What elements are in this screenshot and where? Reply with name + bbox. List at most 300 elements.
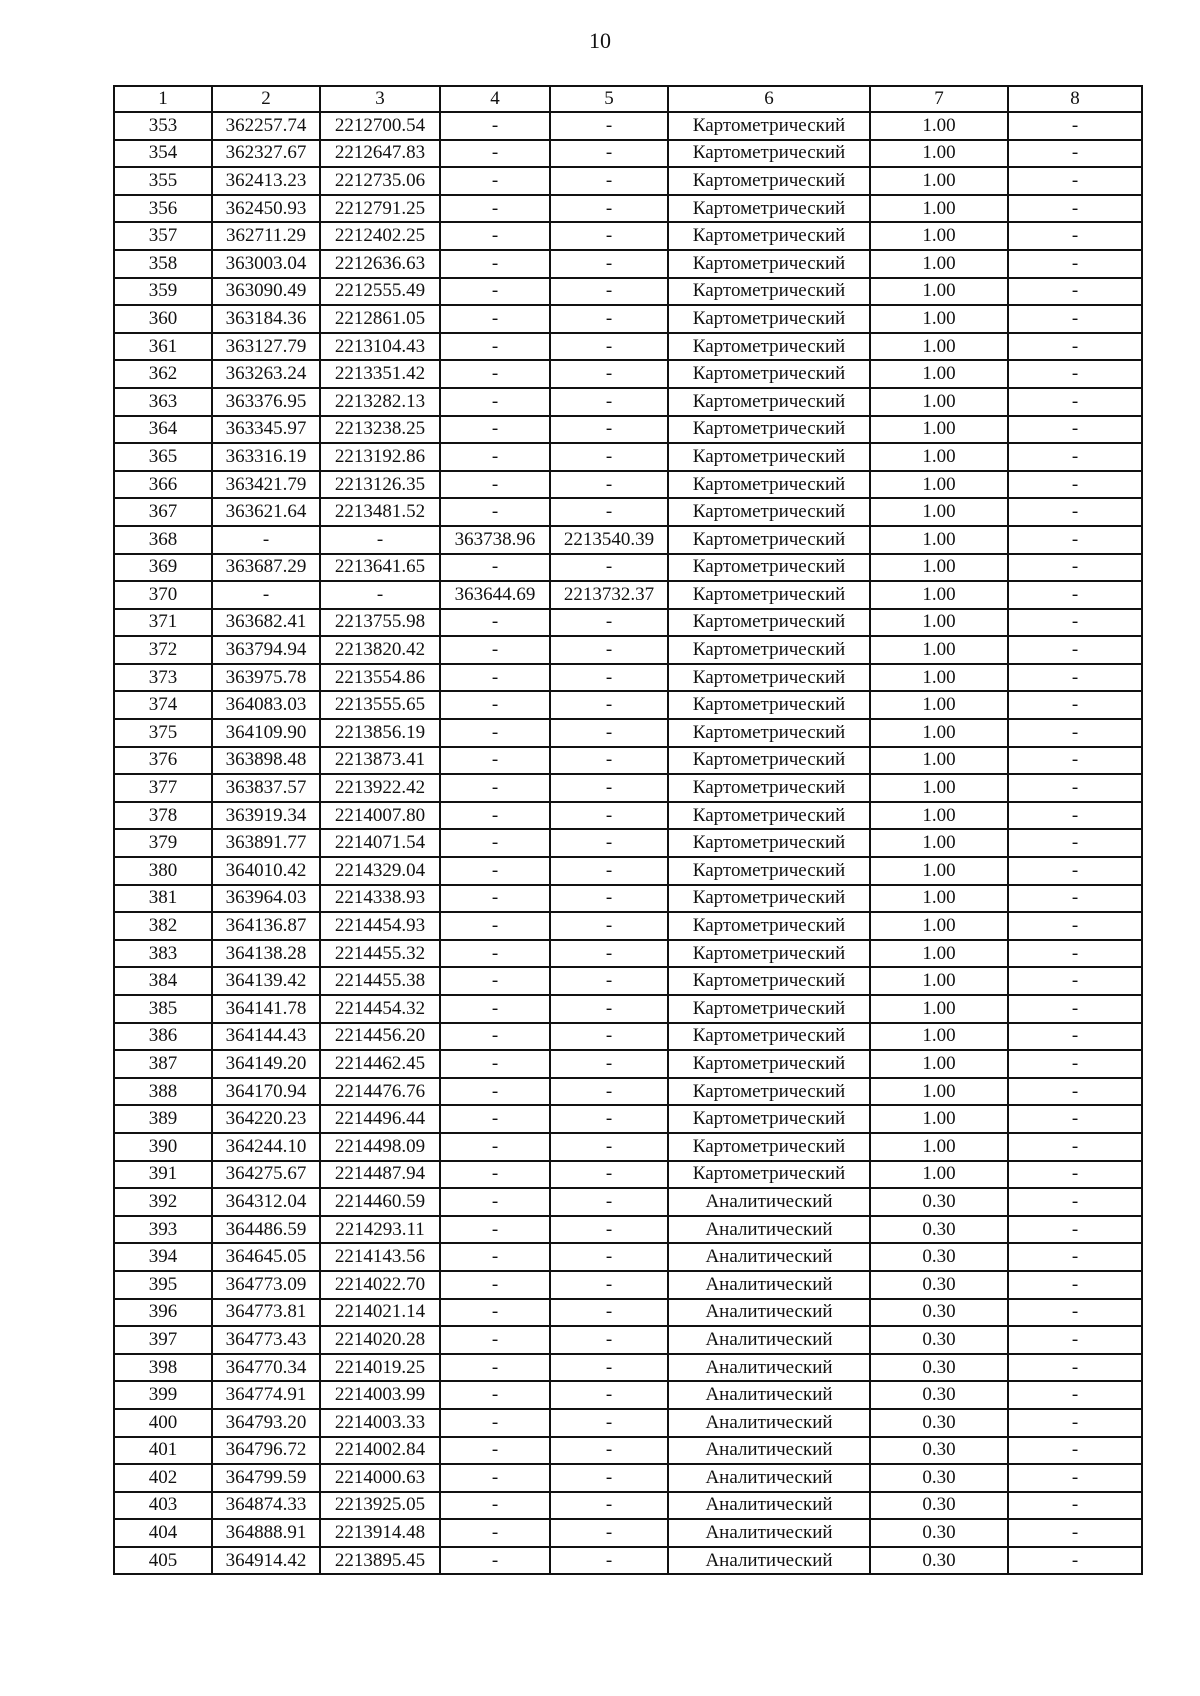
method-cell: Картометрический (668, 305, 870, 333)
table-row (114, 112, 1142, 140)
x-coordinate-alt-cell: - (440, 1050, 550, 1078)
y-coordinate-alt-cell: - (550, 609, 668, 637)
y-coordinate-cell: 2214020.28 (320, 1326, 440, 1354)
accuracy-cell: 1.00 (870, 774, 1008, 802)
table-row (114, 581, 1142, 609)
method-cell: Картометрический (668, 747, 870, 775)
y-coordinate-cell: 2213126.35 (320, 471, 440, 499)
point-number-cell: 399 (114, 1381, 212, 1409)
method-cell: Аналитический (668, 1381, 870, 1409)
note-cell: - (1008, 912, 1142, 940)
y-coordinate-alt-cell: - (550, 1492, 668, 1520)
table-row (114, 1078, 1142, 1106)
y-coordinate-alt-cell: - (550, 802, 668, 830)
note-cell: - (1008, 1271, 1142, 1299)
y-coordinate-alt-cell: - (550, 1078, 668, 1106)
table-row (114, 857, 1142, 885)
y-coordinate-cell: 2213856.19 (320, 719, 440, 747)
point-number-cell: 379 (114, 829, 212, 857)
x-coordinate-alt-cell: - (440, 885, 550, 913)
x-coordinate-cell: 364138.28 (212, 940, 320, 968)
table-row (114, 360, 1142, 388)
x-coordinate-alt-cell: - (440, 167, 550, 195)
x-coordinate-alt-cell: - (440, 554, 550, 582)
table-row (114, 471, 1142, 499)
point-number-cell: 373 (114, 664, 212, 692)
y-coordinate-alt-cell: - (550, 636, 668, 664)
x-coordinate-cell: 364799.59 (212, 1464, 320, 1492)
x-coordinate-alt-cell: - (440, 416, 550, 444)
table-row (114, 305, 1142, 333)
y-coordinate-alt-cell: - (550, 554, 668, 582)
accuracy-cell: 1.00 (870, 885, 1008, 913)
point-number-cell: 369 (114, 554, 212, 582)
y-coordinate-cell: 2213922.42 (320, 774, 440, 802)
table-row (114, 278, 1142, 306)
x-coordinate-cell: 362450.93 (212, 195, 320, 223)
point-number-cell: 378 (114, 802, 212, 830)
note-cell: - (1008, 250, 1142, 278)
y-coordinate-cell: 2213755.98 (320, 609, 440, 637)
note-cell: - (1008, 1133, 1142, 1161)
y-coordinate-cell: 2213351.42 (320, 360, 440, 388)
table-header-row (114, 86, 1142, 112)
x-coordinate-cell: 364141.78 (212, 995, 320, 1023)
method-cell: Картометрический (668, 471, 870, 499)
method-cell: Картометрический (668, 636, 870, 664)
y-coordinate-alt-cell: - (550, 471, 668, 499)
accuracy-cell: 0.30 (870, 1409, 1008, 1437)
method-cell: Картометрический (668, 140, 870, 168)
accuracy-cell: 1.00 (870, 416, 1008, 444)
y-coordinate-cell: 2212402.25 (320, 222, 440, 250)
method-cell: Картометрический (668, 222, 870, 250)
note-cell: - (1008, 305, 1142, 333)
x-coordinate-alt-cell: - (440, 636, 550, 664)
point-number-cell: 400 (114, 1409, 212, 1437)
x-coordinate-cell: 363127.79 (212, 333, 320, 361)
point-number-cell: 372 (114, 636, 212, 664)
x-coordinate-cell: 363898.48 (212, 747, 320, 775)
x-coordinate-alt-cell: - (440, 1464, 550, 1492)
point-number-cell: 380 (114, 857, 212, 885)
accuracy-cell: 1.00 (870, 609, 1008, 637)
accuracy-cell: 1.00 (870, 1133, 1008, 1161)
y-coordinate-alt-cell: - (550, 167, 668, 195)
accuracy-cell: 0.30 (870, 1519, 1008, 1547)
y-coordinate-cell: 2214454.93 (320, 912, 440, 940)
x-coordinate-cell: 362711.29 (212, 222, 320, 250)
y-coordinate-cell: 2213555.65 (320, 691, 440, 719)
point-number-cell: 381 (114, 885, 212, 913)
table-row (114, 498, 1142, 526)
method-cell: Аналитический (668, 1492, 870, 1520)
y-coordinate-cell: 2214071.54 (320, 829, 440, 857)
accuracy-cell: 1.00 (870, 278, 1008, 306)
method-cell: Аналитический (668, 1464, 870, 1492)
accuracy-cell: 1.00 (870, 388, 1008, 416)
y-coordinate-cell: 2212700.54 (320, 112, 440, 140)
x-coordinate-cell: 364796.72 (212, 1437, 320, 1465)
note-cell: - (1008, 416, 1142, 444)
table-row (114, 1547, 1142, 1575)
y-coordinate-cell: 2214456.20 (320, 1023, 440, 1051)
y-coordinate-alt-cell: - (550, 388, 668, 416)
y-coordinate-cell: 2214496.44 (320, 1105, 440, 1133)
y-coordinate-alt-cell: - (550, 333, 668, 361)
table-row (114, 1326, 1142, 1354)
y-coordinate-cell: 2213641.65 (320, 554, 440, 582)
method-cell: Картометрический (668, 1133, 870, 1161)
method-cell: Картометрический (668, 940, 870, 968)
y-coordinate-alt-cell: - (550, 912, 668, 940)
point-number-cell: 403 (114, 1492, 212, 1520)
method-cell: Картометрический (668, 167, 870, 195)
accuracy-cell: 0.30 (870, 1271, 1008, 1299)
x-coordinate-alt-cell: - (440, 940, 550, 968)
column-header-7: 7 (870, 86, 1008, 112)
x-coordinate-cell: 363316.19 (212, 443, 320, 471)
x-coordinate-cell: 364770.34 (212, 1354, 320, 1382)
method-cell: Картометрический (668, 443, 870, 471)
x-coordinate-alt-cell: - (440, 1078, 550, 1106)
note-cell: - (1008, 774, 1142, 802)
x-coordinate-alt-cell: - (440, 1161, 550, 1189)
y-coordinate-cell: - (320, 526, 440, 554)
y-coordinate-alt-cell: - (550, 774, 668, 802)
x-coordinate-cell: 364773.81 (212, 1299, 320, 1327)
x-coordinate-alt-cell: - (440, 278, 550, 306)
point-number-cell: 398 (114, 1354, 212, 1382)
accuracy-cell: 1.00 (870, 195, 1008, 223)
note-cell: - (1008, 1243, 1142, 1271)
point-number-cell: 366 (114, 471, 212, 499)
accuracy-cell: 1.00 (870, 1023, 1008, 1051)
method-cell: Картометрический (668, 912, 870, 940)
accuracy-cell: 1.00 (870, 1078, 1008, 1106)
y-coordinate-alt-cell: - (550, 360, 668, 388)
note-cell: - (1008, 857, 1142, 885)
x-coordinate-cell: 363376.95 (212, 388, 320, 416)
note-cell: - (1008, 471, 1142, 499)
y-coordinate-cell: 2213238.25 (320, 416, 440, 444)
y-coordinate-alt-cell: - (550, 967, 668, 995)
note-cell: - (1008, 1326, 1142, 1354)
point-number-cell: 375 (114, 719, 212, 747)
table-row (114, 747, 1142, 775)
table-row (114, 388, 1142, 416)
x-coordinate-alt-cell: - (440, 1133, 550, 1161)
table-row (114, 1023, 1142, 1051)
method-cell: Картометрический (668, 526, 870, 554)
x-coordinate-alt-cell: - (440, 609, 550, 637)
table-row (114, 1381, 1142, 1409)
x-coordinate-cell: 364149.20 (212, 1050, 320, 1078)
table-row (114, 443, 1142, 471)
x-coordinate-alt-cell: 363738.96 (440, 526, 550, 554)
method-cell: Картометрический (668, 498, 870, 526)
method-cell: Картометрический (668, 554, 870, 582)
point-number-cell: 389 (114, 1105, 212, 1133)
point-number-cell: 376 (114, 747, 212, 775)
note-cell: - (1008, 388, 1142, 416)
x-coordinate-cell: - (212, 526, 320, 554)
y-coordinate-cell: 2212861.05 (320, 305, 440, 333)
note-cell: - (1008, 1492, 1142, 1520)
y-coordinate-alt-cell: - (550, 829, 668, 857)
y-coordinate-cell: 2213820.42 (320, 636, 440, 664)
y-coordinate-cell: 2214022.70 (320, 1271, 440, 1299)
method-cell: Картометрический (668, 1050, 870, 1078)
accuracy-cell: 1.00 (870, 857, 1008, 885)
table-row (114, 554, 1142, 582)
y-coordinate-cell: 2214455.38 (320, 967, 440, 995)
y-coordinate-cell: 2213282.13 (320, 388, 440, 416)
accuracy-cell: 1.00 (870, 498, 1008, 526)
point-number-cell: 394 (114, 1243, 212, 1271)
method-cell: Картометрический (668, 802, 870, 830)
method-cell: Картометрический (668, 333, 870, 361)
y-coordinate-cell: 2213481.52 (320, 498, 440, 526)
method-cell: Картометрический (668, 857, 870, 885)
point-number-cell: 404 (114, 1519, 212, 1547)
x-coordinate-alt-cell: - (440, 1409, 550, 1437)
x-coordinate-alt-cell: - (440, 333, 550, 361)
point-number-cell: 358 (114, 250, 212, 278)
x-coordinate-alt-cell: - (440, 967, 550, 995)
accuracy-cell: 0.30 (870, 1492, 1008, 1520)
x-coordinate-cell: 364275.67 (212, 1161, 320, 1189)
method-cell: Аналитический (668, 1326, 870, 1354)
y-coordinate-alt-cell: - (550, 1023, 668, 1051)
note-cell: - (1008, 1078, 1142, 1106)
x-coordinate-cell: 364773.43 (212, 1326, 320, 1354)
method-cell: Аналитический (668, 1299, 870, 1327)
x-coordinate-alt-cell: - (440, 498, 550, 526)
table-row (114, 719, 1142, 747)
accuracy-cell: 1.00 (870, 995, 1008, 1023)
y-coordinate-alt-cell: - (550, 1133, 668, 1161)
y-coordinate-cell: 2214002.84 (320, 1437, 440, 1465)
x-coordinate-cell: 364136.87 (212, 912, 320, 940)
point-number-cell: 402 (114, 1464, 212, 1492)
y-coordinate-cell: 2214293.11 (320, 1216, 440, 1244)
point-number-cell: 368 (114, 526, 212, 554)
x-coordinate-alt-cell: - (440, 1354, 550, 1382)
y-coordinate-alt-cell: - (550, 1464, 668, 1492)
point-number-cell: 401 (114, 1437, 212, 1465)
table-row (114, 691, 1142, 719)
note-cell: - (1008, 802, 1142, 830)
x-coordinate-alt-cell: - (440, 443, 550, 471)
method-cell: Аналитический (668, 1271, 870, 1299)
y-coordinate-cell: 2214498.09 (320, 1133, 440, 1161)
point-number-cell: 385 (114, 995, 212, 1023)
note-cell: - (1008, 995, 1142, 1023)
method-cell: Картометрический (668, 1078, 870, 1106)
accuracy-cell: 1.00 (870, 526, 1008, 554)
accuracy-cell: 1.00 (870, 112, 1008, 140)
y-coordinate-alt-cell: - (550, 1216, 668, 1244)
x-coordinate-cell: 363263.24 (212, 360, 320, 388)
x-coordinate-alt-cell: - (440, 140, 550, 168)
y-coordinate-cell: 2214487.94 (320, 1161, 440, 1189)
table-row (114, 636, 1142, 664)
table-row (114, 333, 1142, 361)
accuracy-cell: 1.00 (870, 747, 1008, 775)
accuracy-cell: 0.30 (870, 1381, 1008, 1409)
accuracy-cell: 0.30 (870, 1299, 1008, 1327)
note-cell: - (1008, 1299, 1142, 1327)
y-coordinate-alt-cell: - (550, 1409, 668, 1437)
y-coordinate-alt-cell: - (550, 305, 668, 333)
x-coordinate-alt-cell: - (440, 719, 550, 747)
x-coordinate-cell: 363794.94 (212, 636, 320, 664)
column-header-1: 1 (114, 86, 212, 112)
point-number-cell: 354 (114, 140, 212, 168)
table-row (114, 609, 1142, 637)
y-coordinate-alt-cell: - (550, 222, 668, 250)
y-coordinate-alt-cell: - (550, 278, 668, 306)
table-row (114, 885, 1142, 913)
table-row (114, 1188, 1142, 1216)
note-cell: - (1008, 664, 1142, 692)
y-coordinate-cell: 2214003.99 (320, 1381, 440, 1409)
point-number-cell: 387 (114, 1050, 212, 1078)
y-coordinate-cell: 2213925.05 (320, 1492, 440, 1520)
y-coordinate-alt-cell: - (550, 691, 668, 719)
x-coordinate-alt-cell: 363644.69 (440, 581, 550, 609)
table-row (114, 1492, 1142, 1520)
x-coordinate-alt-cell: - (440, 1299, 550, 1327)
y-coordinate-cell: 2212735.06 (320, 167, 440, 195)
point-number-cell: 365 (114, 443, 212, 471)
column-header-5: 5 (550, 86, 668, 112)
x-coordinate-alt-cell: - (440, 829, 550, 857)
x-coordinate-cell: 363345.97 (212, 416, 320, 444)
table-row (114, 1437, 1142, 1465)
x-coordinate-alt-cell: - (440, 1381, 550, 1409)
x-coordinate-alt-cell: - (440, 1243, 550, 1271)
accuracy-cell: 1.00 (870, 360, 1008, 388)
x-coordinate-cell: 364244.10 (212, 1133, 320, 1161)
method-cell: Картометрический (668, 1105, 870, 1133)
note-cell: - (1008, 1354, 1142, 1382)
x-coordinate-cell: 363682.41 (212, 609, 320, 637)
y-coordinate-cell: 2212555.49 (320, 278, 440, 306)
column-header-4: 4 (440, 86, 550, 112)
method-cell: Аналитический (668, 1354, 870, 1382)
y-coordinate-cell: 2214454.32 (320, 995, 440, 1023)
point-number-cell: 363 (114, 388, 212, 416)
accuracy-cell: 1.00 (870, 250, 1008, 278)
y-coordinate-alt-cell: - (550, 1519, 668, 1547)
method-cell: Картометрический (668, 829, 870, 857)
accuracy-cell: 1.00 (870, 471, 1008, 499)
y-coordinate-cell: 2213192.86 (320, 443, 440, 471)
y-coordinate-cell: 2213895.45 (320, 1547, 440, 1575)
y-coordinate-cell: 2214476.76 (320, 1078, 440, 1106)
note-cell: - (1008, 885, 1142, 913)
y-coordinate-cell: 2214329.04 (320, 857, 440, 885)
note-cell: - (1008, 581, 1142, 609)
x-coordinate-cell: 364874.33 (212, 1492, 320, 1520)
point-number-cell: 355 (114, 167, 212, 195)
table-row (114, 1133, 1142, 1161)
note-cell: - (1008, 747, 1142, 775)
column-header-2: 2 (212, 86, 320, 112)
x-coordinate-cell: - (212, 581, 320, 609)
method-cell: Картометрический (668, 691, 870, 719)
table-row (114, 1216, 1142, 1244)
y-coordinate-alt-cell: - (550, 1050, 668, 1078)
y-coordinate-alt-cell: 2213732.37 (550, 581, 668, 609)
point-number-cell: 392 (114, 1188, 212, 1216)
y-coordinate-alt-cell: - (550, 1354, 668, 1382)
method-cell: Картометрический (668, 967, 870, 995)
x-coordinate-alt-cell: - (440, 664, 550, 692)
table-row (114, 829, 1142, 857)
x-coordinate-alt-cell: - (440, 360, 550, 388)
note-cell: - (1008, 1547, 1142, 1575)
accuracy-cell: 0.30 (870, 1354, 1008, 1382)
x-coordinate-alt-cell: - (440, 802, 550, 830)
note-cell: - (1008, 829, 1142, 857)
point-number-cell: 356 (114, 195, 212, 223)
y-coordinate-alt-cell: - (550, 250, 668, 278)
y-coordinate-cell: 2214007.80 (320, 802, 440, 830)
table-row (114, 222, 1142, 250)
x-coordinate-alt-cell: - (440, 222, 550, 250)
point-number-cell: 388 (114, 1078, 212, 1106)
y-coordinate-cell: 2212791.25 (320, 195, 440, 223)
table-row (114, 1409, 1142, 1437)
x-coordinate-cell: 363919.34 (212, 802, 320, 830)
point-number-cell: 360 (114, 305, 212, 333)
x-coordinate-cell: 364914.42 (212, 1547, 320, 1575)
column-header-3: 3 (320, 86, 440, 112)
x-coordinate-cell: 364170.94 (212, 1078, 320, 1106)
note-cell: - (1008, 195, 1142, 223)
method-cell: Картометрический (668, 388, 870, 416)
table-row (114, 802, 1142, 830)
x-coordinate-alt-cell: - (440, 112, 550, 140)
note-cell: - (1008, 278, 1142, 306)
point-number-cell: 396 (114, 1299, 212, 1327)
accuracy-cell: 1.00 (870, 802, 1008, 830)
y-coordinate-cell: 2214021.14 (320, 1299, 440, 1327)
table-row (114, 1161, 1142, 1189)
x-coordinate-cell: 364773.09 (212, 1271, 320, 1299)
accuracy-cell: 1.00 (870, 333, 1008, 361)
point-number-cell: 383 (114, 940, 212, 968)
y-coordinate-cell: 2214143.56 (320, 1243, 440, 1271)
x-coordinate-cell: 363687.29 (212, 554, 320, 582)
y-coordinate-alt-cell: - (550, 1326, 668, 1354)
accuracy-cell: 1.00 (870, 305, 1008, 333)
x-coordinate-alt-cell: - (440, 1326, 550, 1354)
coordinates-table (113, 85, 1143, 1575)
table-row (114, 1464, 1142, 1492)
note-cell: - (1008, 609, 1142, 637)
accuracy-cell: 1.00 (870, 167, 1008, 195)
y-coordinate-alt-cell: - (550, 195, 668, 223)
table-row (114, 526, 1142, 554)
x-coordinate-cell: 362413.23 (212, 167, 320, 195)
table-body (114, 112, 1142, 1574)
point-number-cell: 391 (114, 1161, 212, 1189)
page-number: 10 (589, 28, 611, 53)
